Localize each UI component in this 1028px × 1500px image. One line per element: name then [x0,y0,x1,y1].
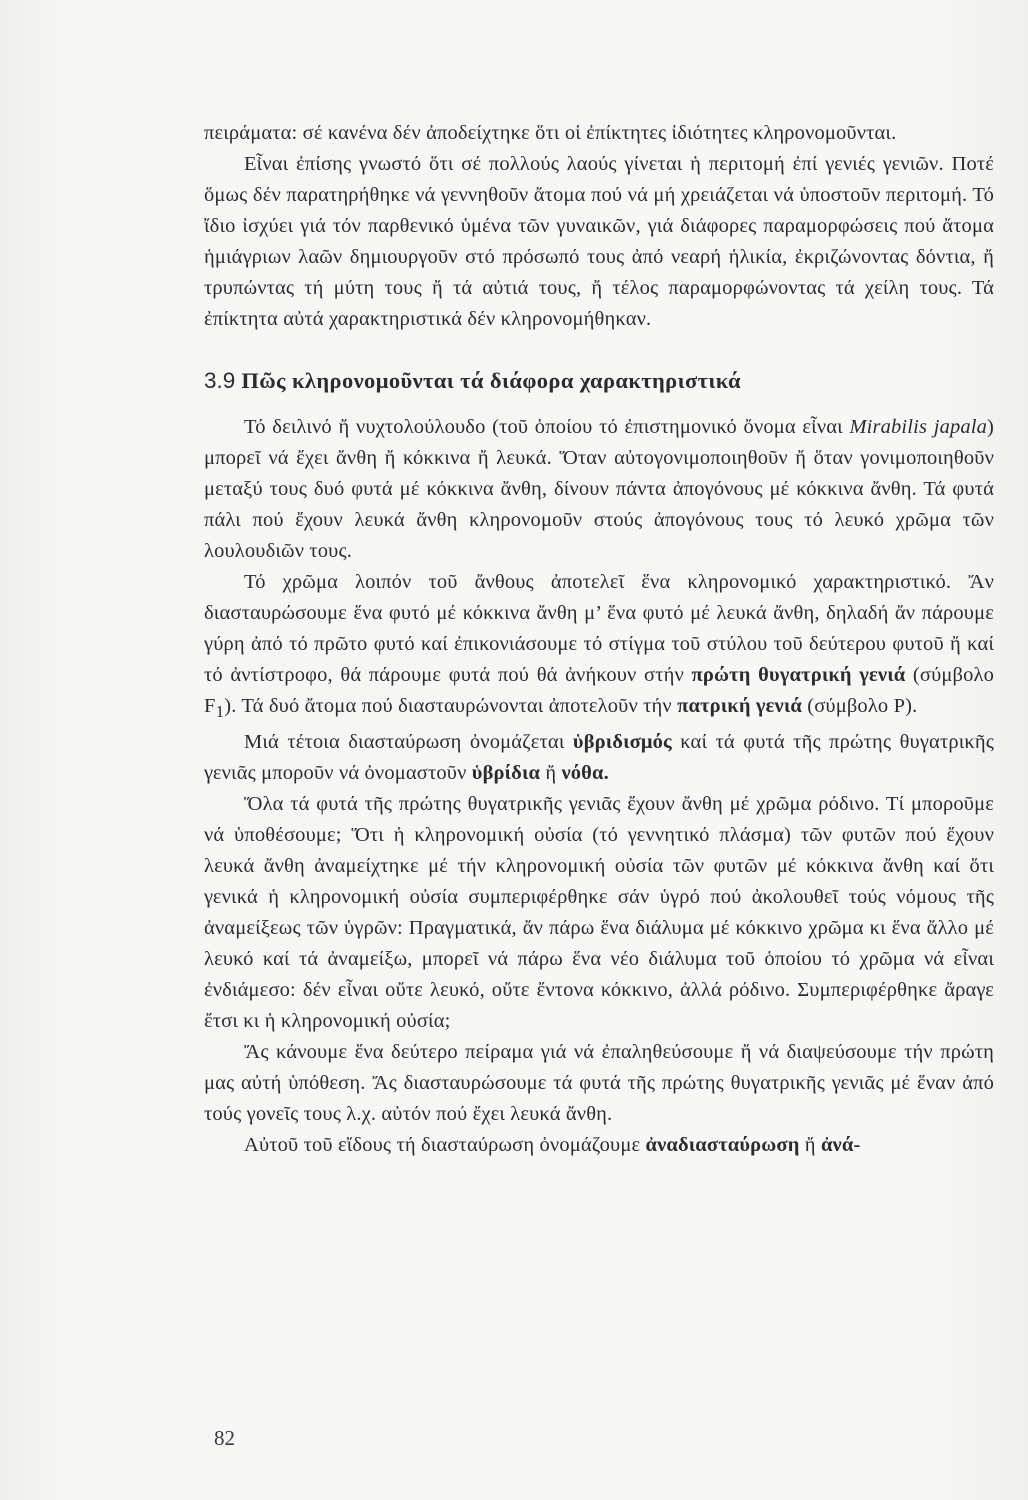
paragraph-continuation: πειράματα: σέ κανένα δέν ἀποδείχτηκε ὅτι οἱ ἐπίκτητες ἰδιότητες κληρονομοῦνται. [204,122,897,144]
term-backcross-2: ἀνά- [820,1134,861,1157]
body-text [204,118,994,1161]
paragraph-cross: Τό χρῶμα λοιπόν τοῦ ἄνθους ἀποτελεῖ ἕνα κληρονομικό χαρακτηριστικό. Ἄν διασταυρώσουμε ἕνα φυτό μέ κόκκινα ἄνθη μ’ ἕνα φυτό μέ λευκά ἄνθη, δηλαδή ἄν πάρουμε γύρη ἀπό τό πρῶτο φυτό καί ἐπικονιάσουμε τό στίγμα τοῦ στύλου τοῦ δεύτερου φυτοῦ ἤ καί τό ἀντίστροφο, θά πάρουμε φυτά πού θά ἀνήκουν στήν πρώτη θυγατρική γενιά (σύμβολο $F_1$). Τά δυό ἄτομα πού διασταυρώνονται ἀποτελοῦν τήν πατρική γενιά (σύμβολο P). [204,571,994,722]
term-f1: πρώτη θυγατρική γενιά [691,664,906,686]
page-number: 82 [214,1426,235,1450]
paragraph-pink: Ὅλα τά φυτά τῆς πρώτης θυγατρικῆς γενιᾶς ἔχουν ἄνθη μέ χρῶμα ρόδινο. Τί μποροῦμε νά ὑποθέσουμε; Ὅτι ἡ κληρονομική οὐσία (τό γεννητικό πλάσμα) τῶν φυτῶν πού ἔχουν λευκά ἄνθη ἀναμείχτηκε μέ τήν κληρονομική οὐσία τῶν φυτῶν μέ κόκκινα ἄνθη καί ὅτι γενικά ἡ κληρονομική οὐσία συμπεριφέρθηκε σάν ὑγρό πού ἀκολουθεῖ τούς νόμους τῆς ἀναμείξεως τῶν ὑγρῶν: Πραγματικά, ἄν πάρω ἕνα διάλυμα μέ κόκκινο χρῶμα κι ἕνα ἄλλο μέ λευκό καί τά ἀναμείξω, μπορεῖ νά πάρω ἕνα νέο διάλυμα τοῦ ὁποίου τό χρῶμα νά εἶναι ἐνδιάμεσο: δέν εἶναι οὔτε λευκό, οὔτε ἔντονα κόκκινο, ἀλλά ρόδινο. Συμπεριφέρθηκε ἄραγε ἔτσι κι ἡ κληρονομική οὐσία; [204,793,994,1033]
paragraph-backcross: Αὐτοῦ τοῦ εἴδους τή διασταύρωση ὀνομάζουμε ἀναδιασταύρωση ἤ ἀνά- [244,1134,861,1157]
paragraph-second-experiment: Ἄς κάνουμε ἕνα δεύτερο πείραμα γιά νά ἐπαληθεύσουμε ἤ νά διαψεύσουμε τήν πρώτη μας αὐτή ὑπόθεση. Ἄς διασταυρώσουμε τά φυτά τῆς πρώτης θυγατρικῆς γενιᾶς μέ ἕναν ἀπό τούς γονεῖς τους λ.χ. αὐτόν πού ἔχει λευκά ἄνθη. [204,1041,994,1126]
term-hybridization: ὑβριδισμός [572,731,672,754]
paragraph-hybrid: Μιά τέτοια διασταύρωση ὀνομάζεται ὑβριδισμός καί τά φυτά τῆς πρώτης θυγατρικῆς γενιᾶς μποροῦν νά ὀνομαστοῦν ὑβρίδια ἤ νόθα. [204,731,995,785]
term-hybrids: ὑβρίδια [471,762,541,785]
term-parental: πατρική γενιά [677,695,802,717]
section-heading [204,365,994,396]
paragraph-circumcision: Εἶναι ἐπίσης γνωστό ὅτι σέ πολλούς λαούς γίνεται ἡ περιτομή ἐπί γενιές γενιῶν. Ποτέ ὅμως δέν παρατηρήθηκε νά γεννηθοῦν ἄτομα πού νά μή χρειάζεται νά ὑποστοῦν περιτομή. Τό ἴδιο ἰσχύει γιά τόν παρθενικό ὑμένα τῶν γυναικῶν, γιά διάφορες παραμορφώσεις πού ἄτομα ἡμιάγριων λαῶν δημιουργοῦν στό πρόσωπό τους ἀπό νεαρή ἡλικία, ἐκριζώνοντας δόντια, ἤ τρυπώντας τή μύτη τους ἤ τά αὐτιά τους, ἤ τέλος παραμορφώνοντας τά χείλη τους. Τά ἐπίκτητα αὐτά χαρακτηριστικά δέν κληρονομήθηκαν. [204,153,994,330]
species-name: Mirabilis japala [849,416,988,438]
paragraph-mirabilis: Τό δειλινό ἤ νυχτολούλουδο (τοῦ ὁποίου τό ἐπιστημονικό ὄνομα εἶναι Mirabilis japala) μπορεῖ νά ἔχει ἄνθη ἤ κόκκινα ἤ λευκά. Ὅταν αὐτογονιμοποιηθοῦν ἤ ὅταν γονιμοποιηθοῦν μεταξύ τους δυό φυτά μέ κόκκινα ἄνθη, δίνουν πάντα ἀπογόνους μέ κόκκινα ἄνθη. Τά φυτά πάλι πού ἔχουν λευκά ἄνθη κληρονομοῦν στούς ἀπογόνους τους τό λευκό χρῶμα τῶν λουλουδιῶν τους. [204,416,994,562]
term-bastards: νόθα. [561,762,609,785]
section-title: Πῶς κληρονομοῦνται τά διάφορα χαρακτηριστικά [241,368,741,393]
term-backcross: ἀναδιασταύρωση [645,1134,800,1157]
section-number: 3.9 [204,368,236,393]
